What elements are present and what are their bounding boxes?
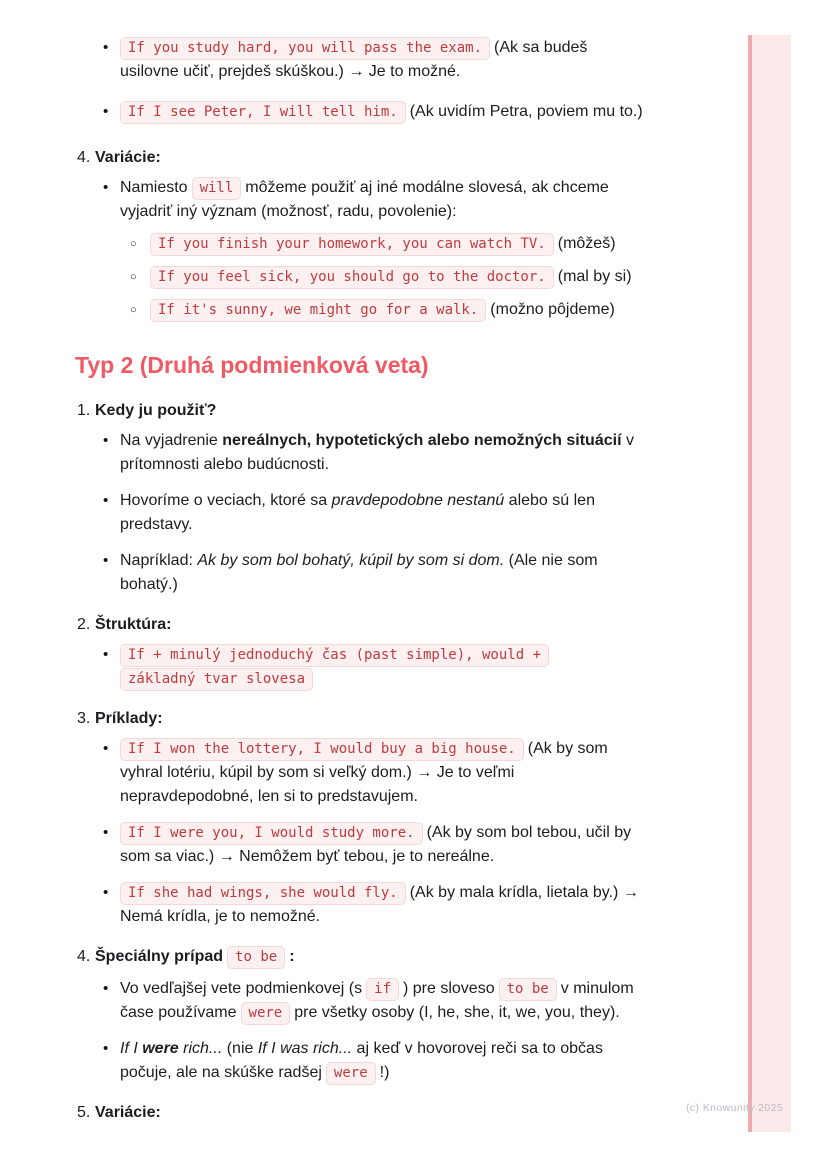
bullet-icon <box>103 176 120 224</box>
italic-run: pravdepodobne nestanú <box>331 492 505 509</box>
list-item-example <box>75 100 647 124</box>
list-item-example <box>75 881 647 929</box>
text-run: pre všetky osoby (I, he, she, it, we, you, they). <box>294 1004 620 1021</box>
code-chip: If I were you, I would study more. <box>120 822 423 845</box>
circle-bullet-icon <box>130 264 150 289</box>
text-run: Namiesto <box>120 179 188 196</box>
text-run: aj keď v hovorovej reči sa to občas počuje, ale na skúške radšej <box>120 1040 603 1081</box>
numbered-item-special-case <box>75 945 647 969</box>
item-title <box>95 146 647 170</box>
code-chip: If you finish your homework, you can watch TV. <box>150 233 554 256</box>
item-title-text: Kedy ju použiť? <box>95 402 217 419</box>
note-text: (môžeš) <box>557 235 616 252</box>
bullet-icon <box>103 489 120 537</box>
text-run: (nie <box>222 1040 258 1057</box>
code-chip: if <box>366 978 399 1001</box>
code-chip: to be <box>499 978 557 1001</box>
text-run: Vo vedľajšej vete podmienkovej (s <box>120 980 363 997</box>
bullet-icon <box>103 643 120 691</box>
example-sentence <box>120 100 647 124</box>
list-number: 1. <box>77 402 91 419</box>
example-sentence <box>120 737 647 809</box>
bold-italic-run: were <box>142 1040 179 1057</box>
translation-text: (Ak by som bol tebou, učil by som sa viac.) → Nemôžem byť tebou, je to nereálne. <box>120 824 632 865</box>
translation-text: (Ak sa budeš usilovne učiť, prejdeš skúškou.) → Je to možné. <box>120 39 588 80</box>
italic-run: rich... <box>178 1040 223 1057</box>
paragraph <box>120 549 647 597</box>
formula <box>120 643 615 691</box>
code-chip: If you feel sick, you should go to the doctor. <box>150 266 554 289</box>
paragraph <box>120 489 647 537</box>
list-item-example <box>75 36 647 84</box>
code-chip: If she had wings, she would fly. <box>120 882 406 905</box>
translation-text: (Ak uvidím Petra, poviem mu to.) <box>409 103 643 120</box>
list-number: 4. <box>77 149 91 166</box>
code-chip: If it's sunny, we might go for a walk. <box>150 299 486 322</box>
bullet-icon <box>103 100 120 124</box>
code-chip: to be <box>227 946 285 969</box>
item-title <box>95 613 647 637</box>
list-item-example <box>75 737 647 809</box>
sub-list-item <box>75 265 647 290</box>
list-number: 3. <box>77 710 91 727</box>
numbered-item-variations-2 <box>75 1101 647 1125</box>
text-run: Napríklad: <box>120 552 198 569</box>
list-item <box>75 489 647 537</box>
bold-run: nereálnych, hypotetických alebo nemožných situácií <box>222 432 622 449</box>
italic-run: If I was rich... <box>257 1040 353 1057</box>
italic-run: If I <box>120 1040 143 1057</box>
text-run: Hovoríme o veciach, ktoré sa <box>120 492 332 509</box>
text-run: v minulom čase používame <box>120 980 634 1021</box>
code-chip: will <box>192 177 242 200</box>
paragraph <box>120 977 647 1025</box>
circle-bullet-icon <box>130 297 150 322</box>
item-title-text: Variácie: <box>95 1104 161 1121</box>
translation-text: (Ak by som vyhral lotériu, kúpil by som si veľký dom.) → Je to veľmi nepravdepodobné, len si to predstavujem. <box>120 740 608 805</box>
text-run: v prítomnosti alebo budúcnosti. <box>120 432 634 473</box>
item-title <box>95 1101 647 1125</box>
list-number: 2. <box>77 616 91 633</box>
italic-run: Ak by som bol bohatý, kúpil by som si dom. <box>197 552 505 569</box>
sub-list-item <box>75 298 647 323</box>
bullet-icon <box>103 881 120 929</box>
paragraph <box>120 176 647 224</box>
code-chip: If I see Peter, I will tell him. <box>120 101 406 124</box>
paragraph <box>120 1037 647 1085</box>
note-text: (možno pôjdeme) <box>490 301 615 318</box>
example-sentence <box>120 821 647 869</box>
list-item-example <box>75 821 647 869</box>
code-chip: If I won the lottery, I would buy a big house. <box>120 738 524 761</box>
list-item <box>75 977 647 1025</box>
item-title <box>95 945 647 969</box>
item-title-text: Štruktúra: <box>95 616 172 633</box>
code-chip: If you study hard, you will pass the exam. <box>120 37 490 60</box>
list-item <box>75 176 647 224</box>
example-sentence <box>150 265 647 290</box>
item-title-text: Príklady: <box>95 710 163 727</box>
watermark-text: (c) Knowunity 2025 <box>686 1102 784 1114</box>
text-run: ) pre sloveso <box>403 980 495 997</box>
example-sentence <box>150 298 647 323</box>
text-run: (Ale nie som bohatý.) <box>120 552 598 593</box>
text-run: Na vyjadrenie <box>120 432 223 449</box>
list-number: 5. <box>77 1104 91 1121</box>
numbered-item-structure <box>75 613 647 637</box>
item-title-colon: : <box>289 948 295 965</box>
numbered-item-when <box>75 399 647 423</box>
list-item <box>75 429 647 477</box>
list-item <box>75 549 647 597</box>
text-run: môžeme použiť aj iné modálne slovesá, ak chceme vyjadriť iný význam (možnosť, radu, povolenie): <box>120 179 609 220</box>
code-chip: were <box>241 1002 291 1025</box>
bullet-icon <box>103 821 120 869</box>
example-sentence <box>120 36 647 84</box>
bullet-icon <box>103 549 120 597</box>
bullet-icon <box>103 429 120 477</box>
text-run: !) <box>379 1064 390 1081</box>
bullet-icon <box>103 737 120 809</box>
list-item <box>75 1037 647 1085</box>
example-sentence <box>150 232 647 257</box>
item-title-text: Špeciálny prípad <box>95 948 224 965</box>
sub-list-item <box>75 232 647 257</box>
document-content <box>75 36 647 1125</box>
item-title-text: Variácie: <box>95 149 161 166</box>
numbered-item-variations <box>75 146 647 170</box>
code-chip: If + minulý jednoduchý čas (past simple), would + základný tvar slovesa <box>120 644 549 691</box>
text-run: alebo sú len predstavy. <box>120 492 595 533</box>
section-heading: Typ 2 (Druhá podmienková veta) <box>75 352 429 378</box>
note-text: (mal by si) <box>557 268 632 285</box>
example-sentence <box>120 881 647 929</box>
list-item <box>75 643 647 691</box>
bullet-icon <box>103 1037 120 1085</box>
paragraph <box>120 429 647 477</box>
list-number: 4. <box>77 948 91 965</box>
translation-text: (Ak by mala krídla, lietala by.) → Nemá krídla, je to nemožné. <box>120 884 639 925</box>
item-title <box>95 399 647 423</box>
numbered-item-examples <box>75 707 647 731</box>
bullet-icon <box>103 36 120 84</box>
circle-bullet-icon <box>130 231 150 256</box>
item-title <box>95 707 647 731</box>
bullet-icon <box>103 977 120 1025</box>
watermark-sidebar <box>748 35 791 1132</box>
code-chip: were <box>326 1062 376 1085</box>
